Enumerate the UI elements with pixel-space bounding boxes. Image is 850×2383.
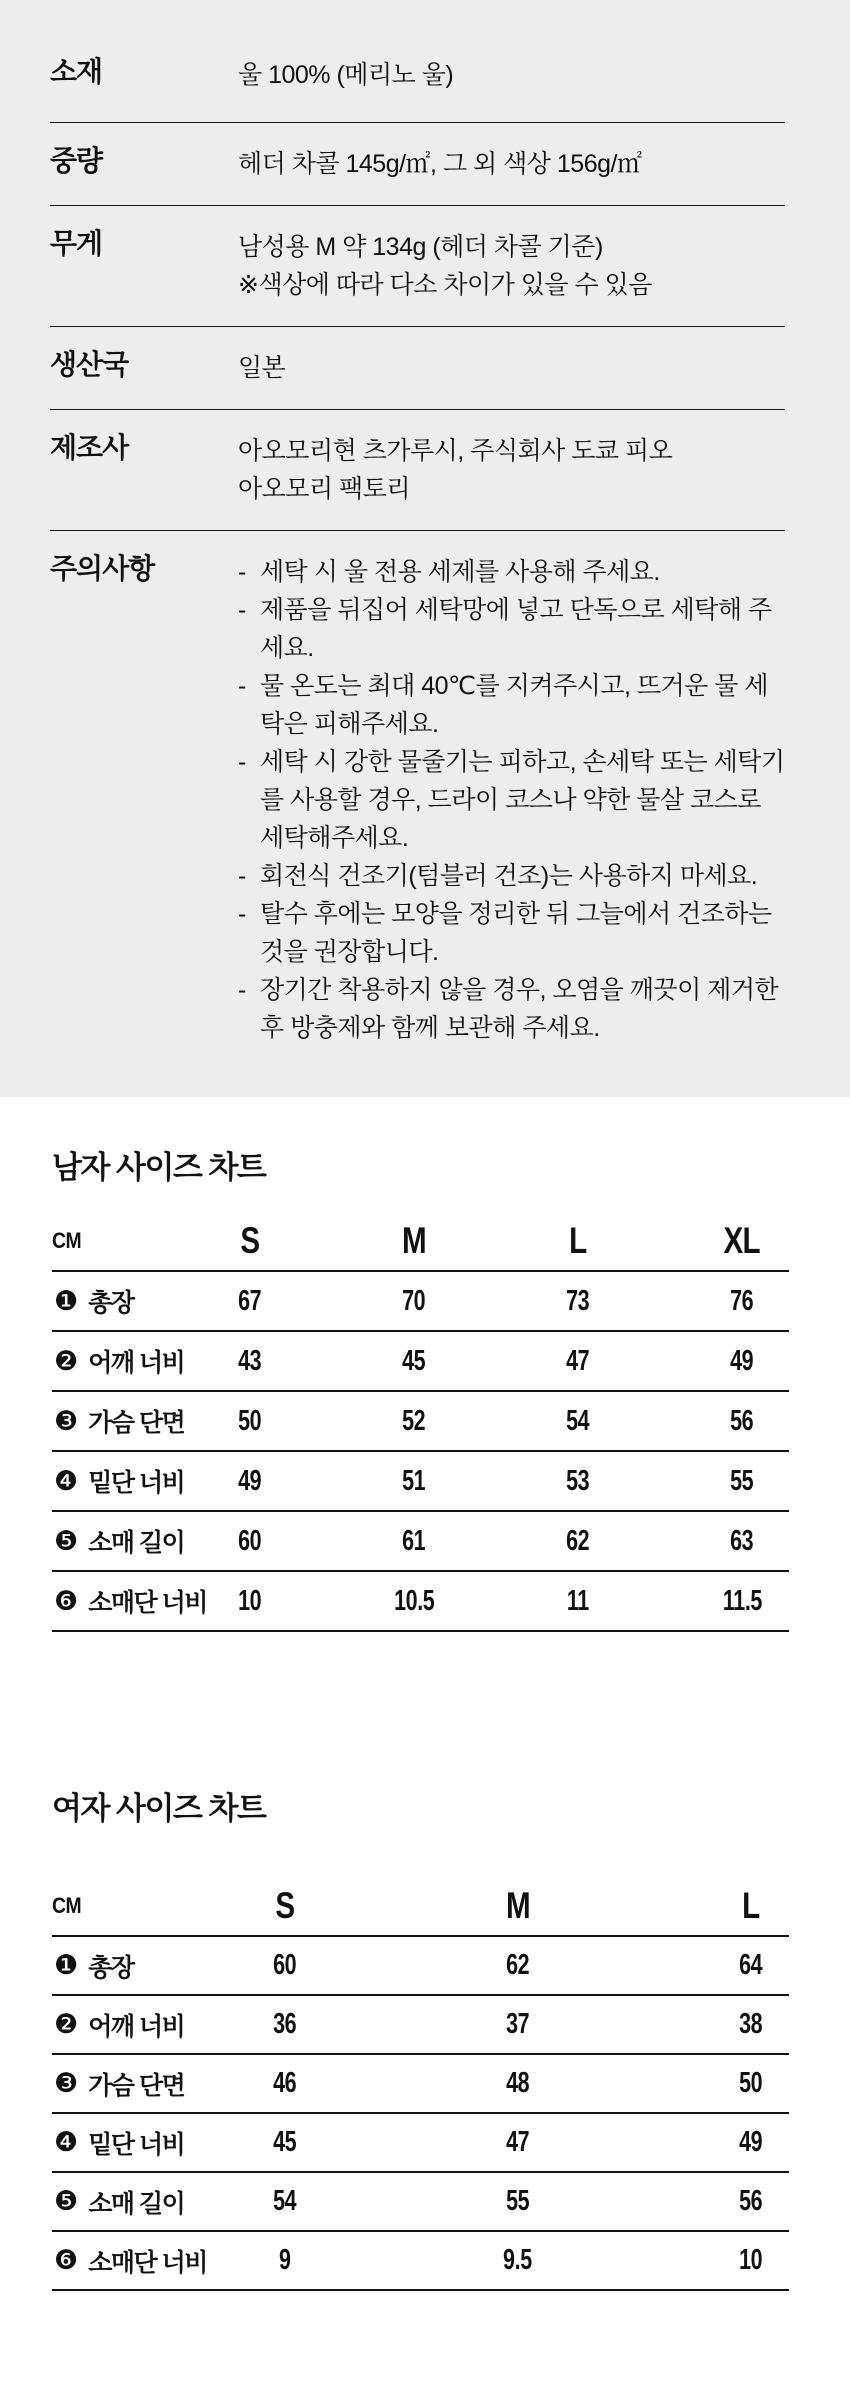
spec-row-origin xyxy=(50,327,785,410)
spec-row-item-weight xyxy=(50,206,785,327)
care-item xyxy=(238,553,785,591)
circled-number-icon: ❶ xyxy=(54,1950,79,1980)
men-value: 70 xyxy=(402,1284,426,1317)
women-chart-size-header-l: L xyxy=(741,1885,760,1926)
spec-label-material: 소재 xyxy=(50,56,103,87)
care-item xyxy=(238,971,785,1047)
men-chart-size-header-s: S xyxy=(240,1220,260,1261)
care-item-dash: - xyxy=(238,558,246,586)
men-chart-size-header-l: L xyxy=(569,1220,587,1261)
women-value: 45 xyxy=(272,2126,297,2158)
women-value: 9.5 xyxy=(503,2244,532,2276)
women-value: 49 xyxy=(738,2126,763,2158)
women-row-label: 어깨 너비 xyxy=(88,2012,185,2041)
men-chart-row-hem-width xyxy=(52,1452,789,1512)
women-chart-row-sleeve-length xyxy=(52,2173,789,2232)
men-chart-row-total-length xyxy=(52,1272,789,1332)
men-row-label: 총장 xyxy=(88,1289,134,1317)
spec-label-origin: 생산국 xyxy=(50,349,129,380)
women-value: 36 xyxy=(272,2008,297,2040)
care-item xyxy=(238,857,785,895)
care-item-dash: - xyxy=(238,748,246,776)
women-size-chart-table xyxy=(52,1877,789,2291)
spec-label-item-weight: 무게 xyxy=(50,228,103,259)
spec-row-care xyxy=(50,531,785,1069)
care-item-text: 탈수 후에는 모양을 정리한 뒤 그늘에서 건조하는 것을 권장합니다. xyxy=(260,900,772,966)
men-value: 60 xyxy=(238,1524,262,1557)
spec-label-care: 주의사항 xyxy=(50,553,155,584)
circled-number-icon: ❸ xyxy=(54,1405,79,1436)
women-chart-unit-header: CM xyxy=(52,1893,82,1918)
care-item xyxy=(238,895,785,971)
women-chart-row-shoulder-width xyxy=(52,1996,789,2055)
circled-number-icon: ❷ xyxy=(54,2009,79,2039)
men-value: 11 xyxy=(567,1584,589,1617)
men-value: 52 xyxy=(402,1404,426,1437)
care-item xyxy=(238,667,785,743)
women-value: 48 xyxy=(505,2067,530,2099)
circled-number-icon: ❸ xyxy=(54,2068,79,2098)
women-chart-row-chest-width xyxy=(52,2055,789,2114)
men-value: 53 xyxy=(566,1464,590,1497)
women-chart-size-header-s: S xyxy=(275,1885,294,1926)
men-size-chart-title: 남자 사이즈 차트 xyxy=(52,1150,266,1185)
spec-label-manufacturer: 제조사 xyxy=(50,432,129,463)
spec-row-material xyxy=(50,56,785,123)
men-value: 54 xyxy=(566,1404,590,1437)
care-item xyxy=(238,743,785,857)
circled-number-icon: ❺ xyxy=(54,1525,79,1556)
men-chart-size-header-m: M xyxy=(402,1220,426,1261)
women-value: 62 xyxy=(505,1949,530,1981)
women-row-label: 가슴 단면 xyxy=(88,2071,185,2100)
men-value: 49 xyxy=(730,1344,754,1377)
women-chart-header-row xyxy=(52,1877,789,1937)
women-row-label: 소매단 너비 xyxy=(88,2248,207,2277)
women-value: 38 xyxy=(738,2008,763,2040)
circled-number-icon: ❻ xyxy=(54,1585,79,1616)
spec-row-fabric-weight xyxy=(50,123,785,206)
women-row-label: 소매 길이 xyxy=(88,2189,185,2218)
care-item-dash: - xyxy=(238,596,246,624)
men-chart-size-header-xl: XL xyxy=(723,1220,761,1261)
care-item-text: 물 온도는 최대 40℃를 지켜주시고, 뜨거운 물 세탁은 피해주세요. xyxy=(260,672,769,738)
women-size-chart-title: 여자 사이즈 차트 xyxy=(52,1791,266,1826)
men-row-label: 밑단 너비 xyxy=(88,1469,185,1497)
care-item-text: 세탁 시 강한 물줄기는 피하고, 손세탁 또는 세탁기를 사용할 경우, 드라이 코스나 약한 물살 코스로 세탁해주세요. xyxy=(260,748,785,852)
men-value: 67 xyxy=(238,1284,262,1317)
men-value: 76 xyxy=(730,1284,754,1317)
manufacturer-line2: 아오모리 팩토리 xyxy=(238,475,410,503)
circled-number-icon: ❹ xyxy=(54,1465,79,1496)
men-value: 10.5 xyxy=(393,1584,435,1617)
men-value: 73 xyxy=(566,1284,590,1317)
spec-label-fabric-weight: 중량 xyxy=(50,145,103,176)
spec-row-manufacturer xyxy=(50,410,785,531)
women-chart-row-cuff-width xyxy=(52,2232,789,2291)
men-chart-header-row xyxy=(52,1212,789,1272)
women-value: 37 xyxy=(505,2008,530,2040)
women-value: 60 xyxy=(272,1949,297,1981)
women-value: 50 xyxy=(738,2067,763,2099)
spec-value-material: 울 100% (메리노 울) xyxy=(238,61,454,89)
men-chart-row-sleeve-length xyxy=(52,1512,789,1572)
men-chart-row-cuff-width xyxy=(52,1572,789,1632)
men-value: 51 xyxy=(402,1464,426,1497)
spec-value-origin: 일본 xyxy=(238,354,286,382)
care-item xyxy=(238,591,785,667)
men-value: 43 xyxy=(238,1344,262,1377)
care-item-text: 장기간 착용하지 않을 경우, 오염을 깨끗이 제거한 후 방충제와 함께 보관해 주세요. xyxy=(260,976,779,1042)
men-chart-row-shoulder-width xyxy=(52,1332,789,1392)
product-spec-section xyxy=(0,0,850,1097)
men-value: 61 xyxy=(402,1524,426,1557)
manufacturer-line1: 아오모리현 츠가루시, 주식회사 도쿄 피오 xyxy=(238,437,673,465)
men-row-label: 어깨 너비 xyxy=(88,1349,185,1377)
men-value: 55 xyxy=(730,1464,754,1497)
women-value: 46 xyxy=(272,2067,297,2099)
men-value: 11.5 xyxy=(722,1584,762,1617)
circled-number-icon: ❷ xyxy=(54,1345,79,1376)
women-value: 54 xyxy=(272,2185,297,2217)
men-value: 10 xyxy=(238,1584,262,1617)
men-value: 47 xyxy=(566,1344,590,1377)
spec-value-fabric-weight: 헤더 차콜 145g/㎡, 그 외 색상 156g/㎡ xyxy=(238,150,642,178)
men-chart-unit-header: CM xyxy=(52,1228,82,1253)
men-value: 56 xyxy=(730,1404,754,1437)
men-value: 45 xyxy=(402,1344,426,1377)
women-chart-size-header-m: M xyxy=(505,1885,530,1926)
care-item-dash: - xyxy=(238,976,246,1004)
care-item-text: 회전식 건조기(텀블러 건조)는 사용하지 마세요. xyxy=(260,862,758,890)
care-list xyxy=(238,553,785,1047)
men-row-label: 가슴 단면 xyxy=(88,1409,185,1437)
care-item-text: 제품을 뒤집어 세탁망에 넣고 단독으로 세탁해 주세요. xyxy=(260,596,772,662)
care-item-dash: - xyxy=(238,672,246,700)
circled-number-icon: ❶ xyxy=(54,1285,79,1316)
care-item-dash: - xyxy=(238,862,246,890)
circled-number-icon: ❻ xyxy=(54,2245,79,2275)
spec-value-item-weight xyxy=(238,228,785,304)
men-value: 62 xyxy=(566,1524,590,1557)
circled-number-icon: ❹ xyxy=(54,2127,79,2157)
men-chart-row-chest-width xyxy=(52,1392,789,1452)
spec-value-manufacturer xyxy=(238,432,785,508)
women-value: 64 xyxy=(738,1949,763,1981)
women-value: 47 xyxy=(505,2126,530,2158)
women-value: 55 xyxy=(505,2185,530,2217)
women-chart-row-total-length xyxy=(52,1937,789,1996)
women-row-label: 밑단 너비 xyxy=(88,2130,185,2159)
men-value: 63 xyxy=(730,1524,754,1557)
care-item-text: 세탁 시 울 전용 세제를 사용해 주세요. xyxy=(260,558,660,586)
women-chart-row-hem-width xyxy=(52,2114,789,2173)
women-value: 9 xyxy=(278,2244,291,2276)
men-value: 50 xyxy=(238,1404,262,1437)
women-value: 10 xyxy=(738,2244,763,2276)
men-row-label: 소매단 너비 xyxy=(88,1589,207,1617)
men-value: 49 xyxy=(238,1464,262,1497)
item-weight-value: 남성용 M 약 134g (헤더 차콜 기준) xyxy=(238,233,603,261)
men-size-chart-table xyxy=(52,1212,789,1632)
circled-number-icon: ❺ xyxy=(54,2186,79,2216)
item-weight-note: ※색상에 따라 다소 차이가 있을 수 있음 xyxy=(238,271,652,299)
women-value: 56 xyxy=(738,2185,763,2217)
women-row-label: 총장 xyxy=(88,1953,134,1982)
men-row-label: 소매 길이 xyxy=(88,1529,185,1557)
care-item-dash: - xyxy=(238,900,246,928)
